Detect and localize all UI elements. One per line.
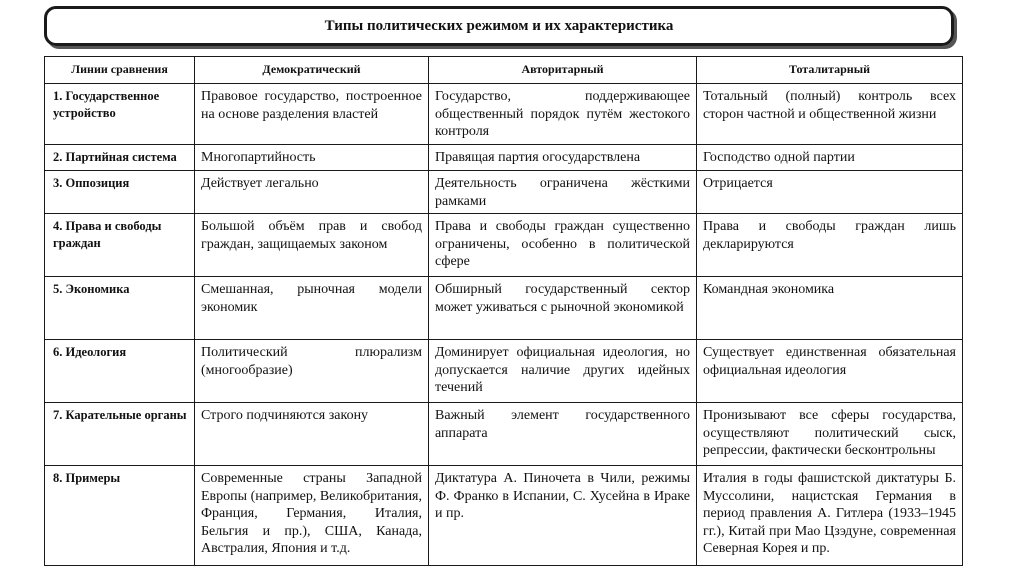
- table-row: [45, 171, 963, 214]
- criterion-cell: 5. Экономика: [45, 277, 195, 340]
- authoritarian-cell: Доминирует официальная идеология, но допускается наличие других идейных течений: [429, 340, 697, 403]
- democratic-cell: Многопартийность: [195, 145, 429, 171]
- totalitarian-cell: Пронизывают все сферы государства, осуществляют политический сыск, репрессии, фактически бесконтрольны: [697, 403, 963, 466]
- criterion-cell: 4. Права и свободы граждан: [45, 214, 195, 277]
- totalitarian-cell: Господство одной партии: [697, 145, 963, 171]
- authoritarian-cell: Важный элемент государственного аппарата: [429, 403, 697, 466]
- regimes-table: [44, 56, 963, 566]
- democratic-cell: Политический плюрализм (многообразие): [195, 340, 429, 403]
- table-row: [45, 340, 963, 403]
- table-row: [45, 145, 963, 171]
- criterion-cell: 8. Примеры: [45, 466, 195, 566]
- authoritarian-cell: Государство, поддерживающее общественный порядок путём жестокого контроля: [429, 84, 697, 145]
- totalitarian-cell: Италия в годы фашистской диктатуры Б. Муссолини, нацистская Германия в период правления А. Гитлера (1933–1945 гг.), Китай при Мао Цзэдуне, современная Северная Корея и пр.: [697, 466, 963, 566]
- criterion-cell: 7. Карательные органы: [45, 403, 195, 466]
- table-title: Типы политических режимом и их характеристика: [324, 17, 674, 34]
- democratic-cell: Строго подчиняются закону: [195, 403, 429, 466]
- header-authoritarian: Авторитарный: [429, 57, 697, 84]
- table-row: [45, 277, 963, 340]
- header-totalitarian: Тоталитарный: [697, 57, 963, 84]
- totalitarian-cell: Командная экономика: [697, 277, 963, 340]
- democratic-cell: Большой объём прав и свобод граждан, защищаемых законом: [195, 214, 429, 277]
- democratic-cell: Смешанная, рыночная модели экономик: [195, 277, 429, 340]
- totalitarian-cell: Тотальный (полный) контроль всех сторон частной и общественной жизни: [697, 84, 963, 145]
- table-row: [45, 214, 963, 277]
- totalitarian-cell: Существует единственная обязательная официальная идеология: [697, 340, 963, 403]
- totalitarian-cell: Права и свободы граждан лишь декларируются: [697, 214, 963, 277]
- democratic-cell: Современные страны Западной Европы (например, Великобритания, Франция, Германия, Италия, Бельгия и пр.), США, Канада, Австралия, Япония и т.д.: [195, 466, 429, 566]
- criterion-cell: 3. Оппозиция: [45, 171, 195, 214]
- criterion-cell: 1. Государственное устройство: [45, 84, 195, 145]
- democratic-cell: Действует легально: [195, 171, 429, 214]
- authoritarian-cell: Обширный государственный сектор может уживаться с рыночной экономикой: [429, 277, 697, 340]
- criterion-cell: 6. Идеология: [45, 340, 195, 403]
- header-democratic: Демократический: [195, 57, 429, 84]
- totalitarian-cell: Отрицается: [697, 171, 963, 214]
- header-criterion: Линии сравнения: [45, 57, 195, 84]
- democratic-cell: Правовое государство, построенное на основе разделения властей: [195, 84, 429, 145]
- authoritarian-cell: Деятельность ограничена жёсткими рамками: [429, 171, 697, 214]
- header-row: [45, 57, 963, 84]
- authoritarian-cell: Права и свободы граждан существенно ограничены, особенно в политической сфере: [429, 214, 697, 277]
- criterion-cell: 2. Партийная система: [45, 145, 195, 171]
- table-row: [45, 403, 963, 466]
- table-title-box: [44, 6, 954, 46]
- table-row: [45, 466, 963, 566]
- table-row: [45, 84, 963, 145]
- authoritarian-cell: Диктатура А. Пиночета в Чили, режимы Ф. Франко в Испании, С. Хусейна в Ираке и пр.: [429, 466, 697, 566]
- authoritarian-cell: Правящая партия огосударствлена: [429, 145, 697, 171]
